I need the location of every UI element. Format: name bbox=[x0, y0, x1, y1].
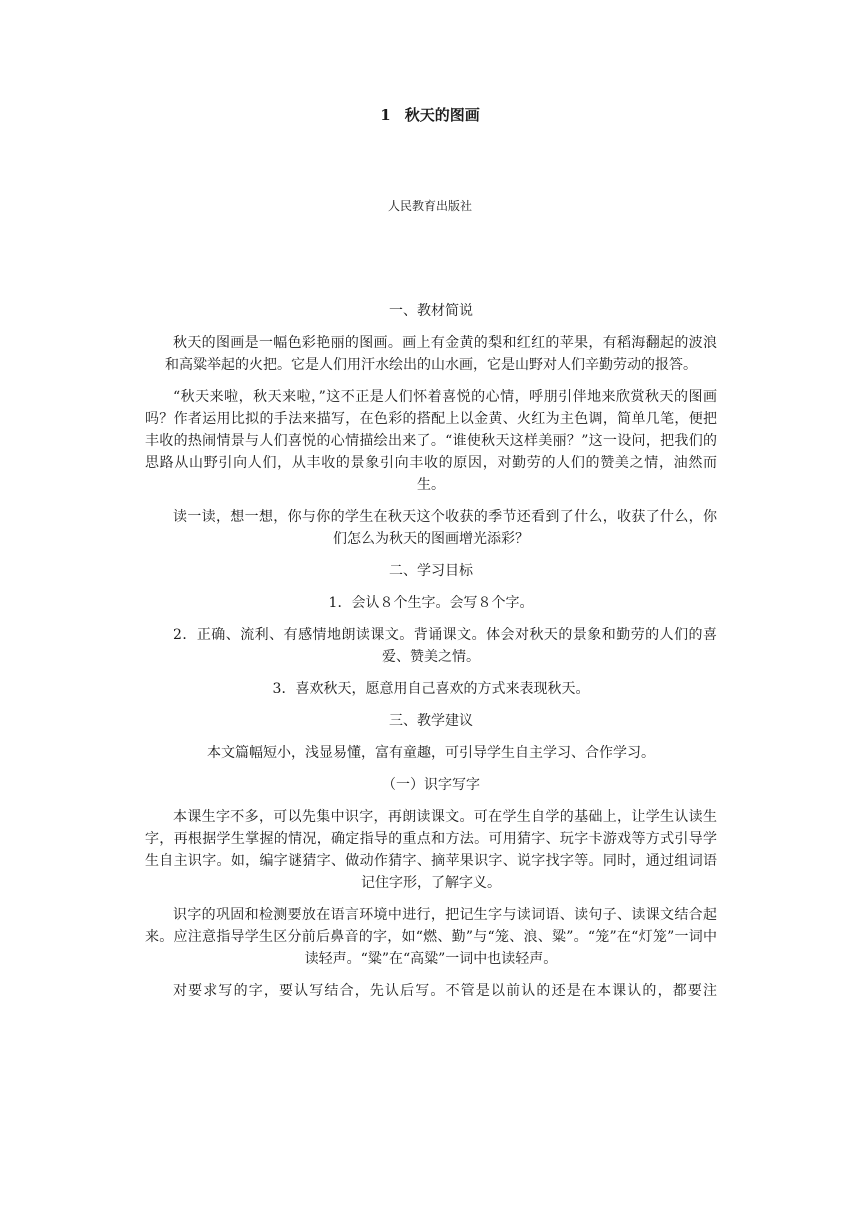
goal-item: 1．会认８个生字。会写８个字。 bbox=[328, 595, 534, 611]
section-heading: 二、学习目标 bbox=[389, 563, 473, 579]
document-body bbox=[145, 300, 717, 1002]
document-title bbox=[0, 104, 860, 125]
paragraph: 对要求写的字，要认写结合，先认后写。不管是以前认的还是在本课认的，都要注 bbox=[173, 983, 717, 999]
lesson-title: 秋天的图画 bbox=[404, 106, 480, 124]
subsection-heading: （一）识字写字 bbox=[382, 777, 480, 793]
lesson-number: 1 bbox=[380, 106, 391, 124]
paragraph: 本文篇幅短小，浅显易懂，富有童趣，可引导学生自主学习、合作学习。 bbox=[207, 745, 655, 761]
section-heading: 三、教学建议 bbox=[389, 713, 473, 729]
paragraph: 秋天的图画是一幅色彩艳丽的图画。画上有金黄的梨和红红的苹果，有稻海翻起的波浪和高粱举起的火把。它是人们用汗水绘出的山水画，它是山野对人们辛勤劳动的报答。 bbox=[165, 335, 717, 373]
goal-item: 2．正确、流利、有感情地朗读课文。背诵课文。体会对秋天的景象和勤劳的人们的喜爱、赞美之情。 bbox=[173, 627, 717, 665]
publisher-name: 人民教育出版社 bbox=[387, 199, 472, 213]
paragraph: 读一读，想一想，你与你的学生在秋天这个收获的季节还看到了什么，收获了什么，你们怎么为秋天的图画增光添彩？ bbox=[173, 509, 717, 547]
paragraph: 本课生字不多，可以先集中识字，再朗读课文。可在学生自学的基础上，让学生认读生字，再根据学生掌握的情况，确定指导的重点和方法。可用猜字、玩字卡游戏等方式引导学生自主识字。如，编字谜猜字、做动作猜字、摘苹果识字、说字找字等。同时，通过组词语记住字形，了解字义。 bbox=[145, 809, 717, 891]
paragraph: “秋天来啦，秋天来啦，”这不正是人们怀着喜悦的心情，呼朋引伴地来欣赏秋天的图画吗？作者运用比拟的手法来描写，在色彩的搭配上以金黄、火红为主色调，简单几笔，便把丰收的热闹情景与人们喜悦的心情描绘出来了。“谁使秋天这样美丽？”这一设问，把我们的思路从山野引向人们，从丰收的景象引向丰收的原因，对勤劳的人们的赞美之情，油然而生。 bbox=[145, 389, 717, 493]
section-heading: 一、教材简说 bbox=[389, 303, 473, 319]
goal-item: 3．喜欢秋天，愿意用自己喜欢的方式来表现秋天。 bbox=[272, 681, 590, 697]
paragraph: 识字的巩固和检测要放在语言环境中进行，把记生字与读词语、读句子、读课文结合起来。应注意指导学生区分前后鼻音的字，如“燃、勤”与“笼、浪、粱”。“笼”在“灯笼”一词中读轻声。“粱”在“高粱”一词中也读轻声。 bbox=[145, 907, 717, 967]
